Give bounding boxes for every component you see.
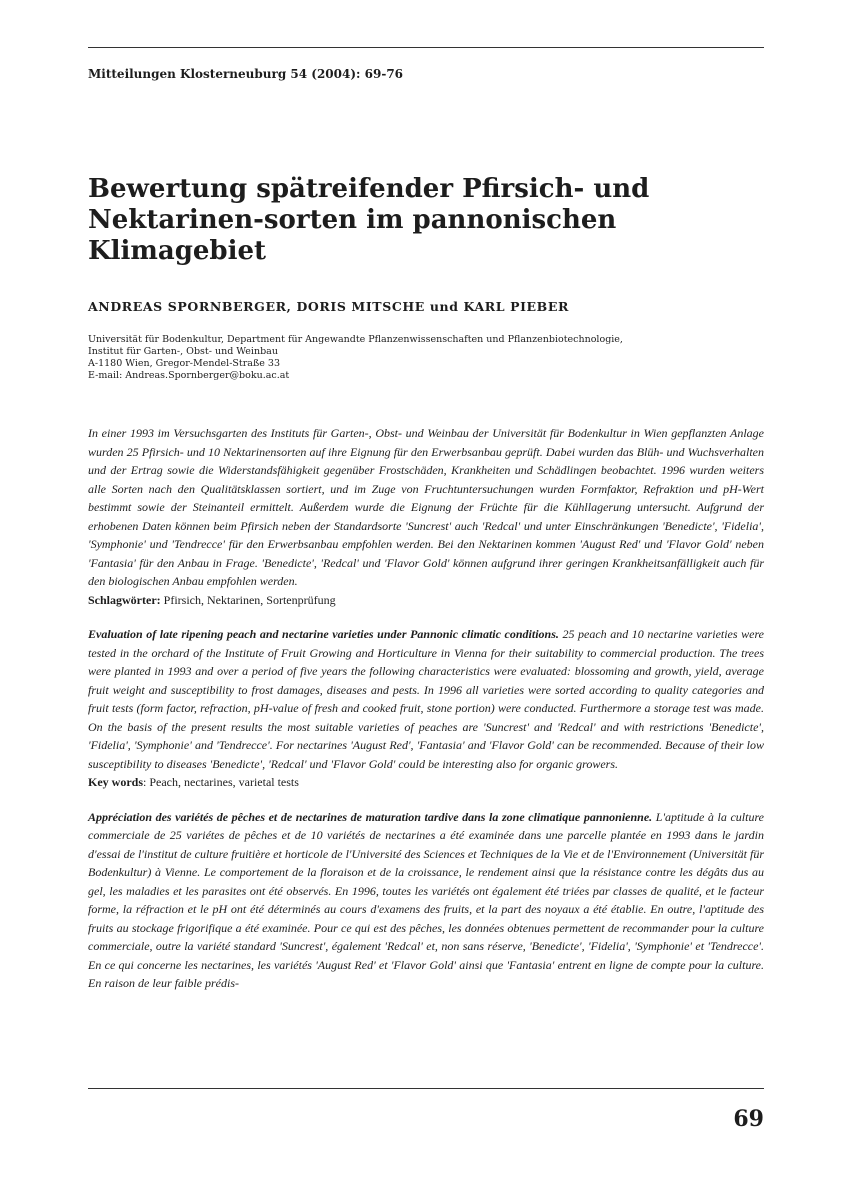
affiliation-university: Universität für Bodenkultur, Department für Angewandte Pflanzenwissenschaften und Pflanzenbiotechnologie, <box>88 334 623 345</box>
abstracts-section <box>88 424 764 993</box>
abstract-german: In einer 1993 im Versuchsgarten des Instituts für Garten-, Obst- und Weinbau der Universität für Bodenkultur in Wien gepflanzten Anlage wurden 25 Pfirsich- und 10 Nektarinensorten auf ihre Eignung für den Erwerbsanbau geprüft. Dabei wurden das Blüh- und Wuchsverhalten und der Ertrag sowie die Widerstandsfähigkeit gegenüber Frostschäden, Krankheiten und Schädlingen beobachtet. 1996 wurden weiters alle Sorten nach den Qualitätsklassen sortiert, und im Zuge von Fruchtuntersuchungen wurden Formfaktor, Refraktion und pH-Wert bestimmt sowie der Steinanteil ermittelt. Außerdem wurde die Eignung der Früchte für die Kühllagerung untersucht. Aufgrund der erhobenen Daten können beim Pfirsich neben der Standardsorte 'Suncrest' auch 'Redcal' und unter Einschränkungen 'Benedicte', 'Fidelia', 'Symphonie' und 'Tendrecce' für den Erwerbsanbau empfohlen werden. Bei den Nektarinen kommen 'August Red' und 'Flavor Gold' neben 'Fantasia' für den Anbau in Frage. 'Benedicte', 'Redcal' und 'Flavor Gold' können aufgrund ihrer geringen Krankheitsanfälligkeit auch für den biologischen Anbau empfohlen werden. <box>88 426 764 588</box>
page-number: 69 <box>733 1106 764 1132</box>
abstract-english-body: 25 peach and 10 nectarine varieties were tested in the orchard of the Institute of Fruit Growing and Horticulture in Vienna for their suitability to commercial production. The trees were planted in 1993 and over a period of five years the following characteristics were evaluated: blossoming and growth, yield, average fruit weight and susceptibility to frost damages, diseases and pests. In 1996 all varieties were sorted according to quality categories and fruit tests (form factor, refraction, pH-value of fresh and cooked fruit, stone portion) were conducted. Furthermore a storage test was made. On the basis of the present results the most suitable varieties of peaches are 'Suncrest' and 'Redcal' and with restrictions 'Benedicte', 'Fidelia', 'Symphonie' and 'Tendrecce'. For nectarines 'August Red', 'Fantasia' and 'Flavor Gold' can be recommended. Because of their low susceptibility to diseases 'Benedicte', 'Redcal' und 'Flavor Gold' could be interesting also for organic growers. <box>88 627 764 771</box>
abstract-english-title: Evaluation of late ripening peach and nectarine varieties under Pannonic climatic conditions. <box>88 627 559 641</box>
journal-reference: Mitteilungen Klosterneuburg 54 (2004): 69-76 <box>88 67 404 81</box>
affiliation-email[interactable]: E-mail: Andreas.Spornberger@boku.ac.at <box>88 370 290 381</box>
keywords-english-values: : Peach, nectarines, varietal tests <box>143 775 299 789</box>
top-rule <box>88 47 764 48</box>
keywords-english-label: Key words <box>88 775 143 789</box>
keywords-german-values: Pfirsich, Nektarinen, Sortenprüfung <box>160 592 336 607</box>
keywords-english <box>88 773 764 792</box>
keywords-german <box>88 591 764 610</box>
affiliation-address: A-1180 Wien, Gregor-Mendel-Straße 33 <box>88 358 281 369</box>
abstract-french-body: L'aptitude à la culture commerciale de 25 variétes de pêches et de 10 variétés de nectarines a été examinée dans une parcelle plantée en 1993 dans le jardin d'essai de l'institut de culture fruitière et horticole de l'Université des Sciences et Techniques de la Vie et de l'Environnement (Universität für Bodenkultur) à Vienne. Le comportement de la floraison et de la croissance, le rendement ainsi que la résistance contre les dégâts dus au gel, les maladies et les parasites ont été observés. En 1996, toutes les variétés ont également été triées par classes de qualité, et le facteur forme, la réfraction et le pH ont été déterminés au cours d'examens des fruits, et la part des noyaux a été établie. En outre, l'aptitude des fruits au stockage frigorifique a été examinée. Pour ce qui est des pêches, les données obtenues permettent de recommander pour la culture commerciale, outre la variété standard 'Suncrest', également 'Redcal' et, non sans réserve, 'Benedicte', 'Fidelia', 'Symphonie' et 'Tendrecce'. En ce qui concerne les nectarines, les variétés 'August Red' et 'Flavor Gold' ainsi que 'Fantasia' entrent en ligne de compte pour la culture. En raison de leur faible prédis- <box>88 809 764 990</box>
keywords-german-label: Schlagwörter: <box>88 592 161 607</box>
abstract-french-title: Appréciation des variétés de pêches et de nectarines de maturation tardive dans la zone climatique pannonienne. <box>88 809 653 824</box>
author-list: ANDREAS SPORNBERGER, DORIS MITSCHE und KARL PIEBER <box>88 299 569 314</box>
affiliation-institute: Institut für Garten-, Obst- und Weinbau <box>88 346 278 357</box>
abstract-english <box>88 625 764 773</box>
article-title: Bewertung spätreifender Pfirsich- und Nektarinen-sorten im pannonischen Klimagebiet <box>88 174 650 266</box>
bottom-rule <box>88 1088 764 1089</box>
abstract-french <box>88 808 764 993</box>
author-affiliation <box>88 334 748 382</box>
